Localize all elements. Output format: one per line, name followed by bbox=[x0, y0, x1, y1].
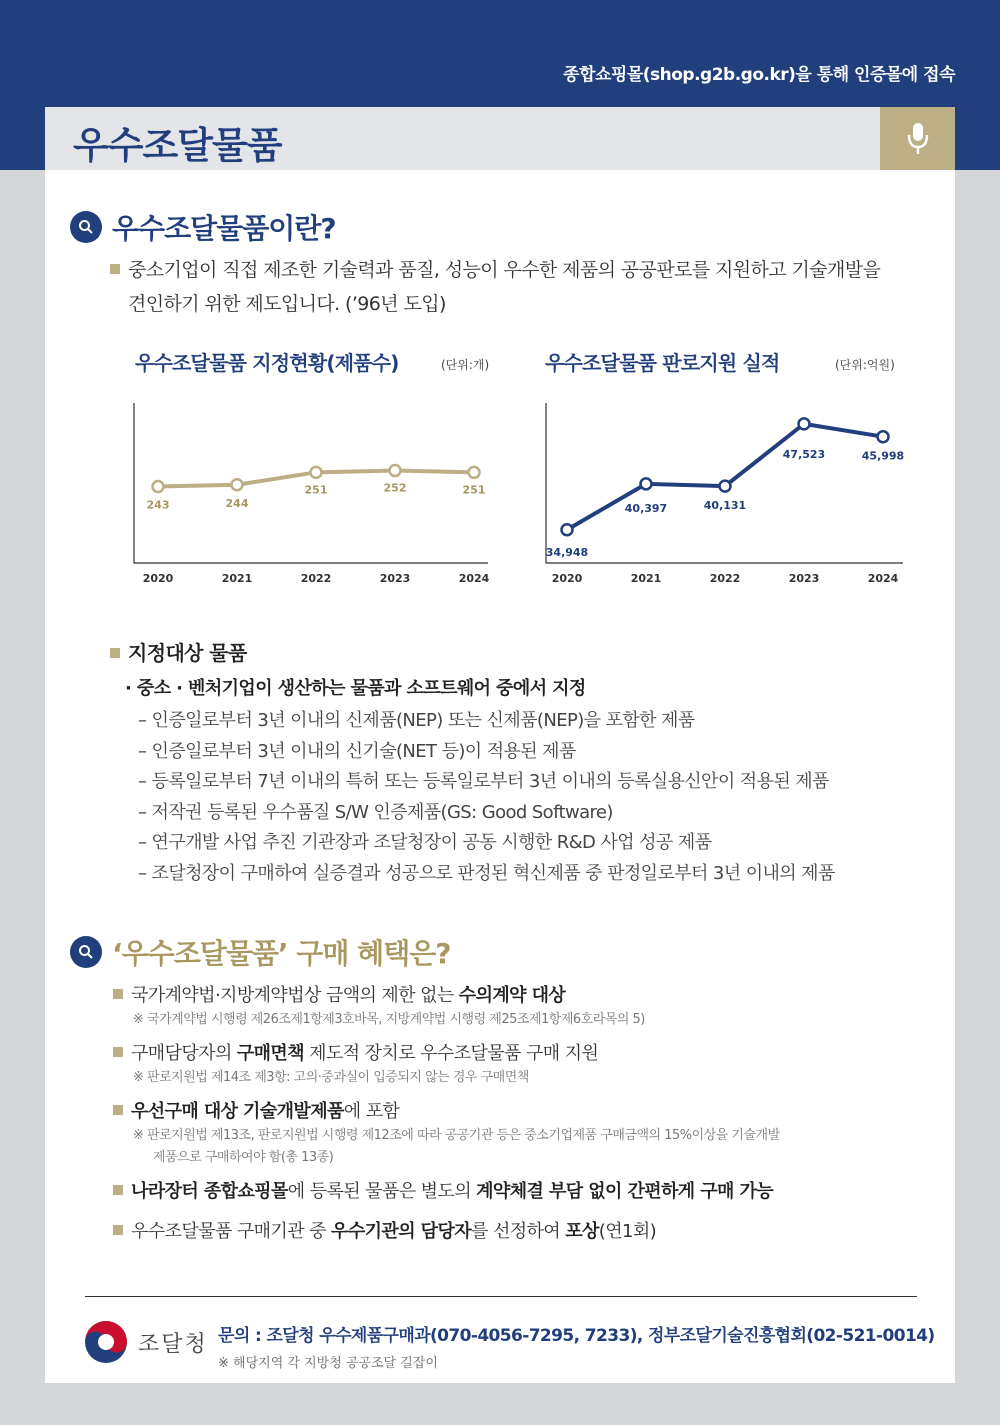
benefits-list bbox=[113, 983, 933, 1255]
data-point bbox=[232, 479, 243, 490]
benefit-note: ※ 판로지원법 제13조, 판로지원법 시행령 제12조에 따라 공공기관 등은 중소기업제품 구매금액의 15%이상을 기술개발 bbox=[133, 1128, 780, 1143]
data-point bbox=[720, 481, 731, 492]
list-item: – 인증일로부터 3년 이내의 신기술(NET 등)이 적용된 제품 bbox=[138, 737, 835, 768]
data-label: 40,397 bbox=[624, 501, 668, 515]
search-icon bbox=[70, 211, 102, 243]
list-item: – 등록일로부터 7년 이내의 특허 또는 등록일로부터 3년 이내의 등록실용신안이 적용된 제품 bbox=[138, 767, 835, 798]
intro-line: 견인하기 위한 제도입니다. (’96년 도입) bbox=[128, 293, 446, 315]
list-item: – 연구개발 사업 추진 기관장과 조달청장이 공동 시행한 R&D 사업 성공 제품 bbox=[138, 828, 835, 859]
x-tick-label: 2024 bbox=[867, 572, 899, 585]
taegeuk-logo bbox=[83, 1319, 129, 1365]
title-bar bbox=[45, 107, 880, 170]
contact-info: 문의 : 조달청 우수제품구매과(070-4056-7295, 7233), 정부조달기술진흥협회(02-521-0014) bbox=[218, 1326, 935, 1346]
x-tick-label: 2020 bbox=[142, 572, 174, 585]
designation-heading: 지정대상 물품 bbox=[110, 637, 247, 666]
content-card bbox=[45, 107, 955, 1383]
x-tick-label: 2022 bbox=[300, 572, 332, 585]
microphone-icon bbox=[907, 121, 929, 157]
data-point bbox=[878, 431, 889, 442]
list-item: – 조달청장이 구매하여 실증결과 성공으로 판정된 혁신제품 중 판정일로부터 3년 이내의 제품 bbox=[138, 859, 835, 890]
chart1-unit: (단위:개) bbox=[441, 358, 490, 372]
benefit-item: 우선구매 대상 기술개발제품에 포함 ※ 판로지원법 제13조, 판로지원법 시행령 제12조에 따라 공공기관 등은 중소기업제품 구매금액의 15%이상을 기술개발 제품으로 구매하여야 함(총 13종) bbox=[113, 1099, 933, 1169]
x-tick-label: 2022 bbox=[709, 572, 741, 585]
intro-line: 중소기업이 직접 제조한 기술력과 품질, 성능이 우수한 제품의 공공판로를 지원하고 기술개발을 bbox=[128, 259, 881, 281]
data-label: 244 bbox=[225, 496, 249, 510]
benefit-item: 우수조달물품 구매기관 중 우수기관의 담당자를 선정하여 포상(연1회) bbox=[113, 1219, 933, 1245]
bullet bbox=[113, 989, 123, 999]
org-name: 조달청 bbox=[138, 1332, 208, 1357]
data-point bbox=[799, 418, 810, 429]
data-label: 243 bbox=[146, 498, 170, 512]
x-tick-label: 2021 bbox=[630, 572, 662, 585]
series-line bbox=[567, 424, 883, 530]
chart1-title: 우수조달물품 지정현황(제품수) bbox=[135, 351, 399, 375]
data-label: 34,948 bbox=[545, 545, 589, 559]
page-title: 우수조달물품 bbox=[73, 124, 282, 167]
chart2-unit: (단위:억원) bbox=[835, 358, 895, 372]
data-label: 47,523 bbox=[782, 447, 826, 461]
x-tick-label: 2023 bbox=[788, 572, 820, 585]
chart2-title: 우수조달물품 판로지원 실적 bbox=[545, 351, 780, 375]
chart-sales bbox=[545, 403, 905, 593]
bullet bbox=[113, 1225, 123, 1235]
section-benefit bbox=[70, 932, 451, 972]
data-label: 252 bbox=[383, 481, 407, 495]
contact-note: ※ 해당지역 각 지방청 공공조달 길잡이 bbox=[218, 1356, 438, 1371]
bullet bbox=[113, 1047, 123, 1057]
chart-designation bbox=[133, 403, 488, 593]
data-point bbox=[390, 465, 401, 476]
section-title: ‘우수조달물품’ 구매 혜택은? bbox=[112, 937, 451, 970]
data-label: 251 bbox=[304, 483, 328, 497]
data-point bbox=[469, 467, 480, 478]
list-item: – 저작권 등록된 우수품질 S/W 인증제품(GS: Good Software) bbox=[138, 798, 835, 829]
benefit-item: 나라장터 종합쇼핑몰에 등록된 물품은 별도의 계약체결 부담 없이 간편하게 구매 가능 bbox=[113, 1179, 933, 1205]
data-point bbox=[562, 524, 573, 535]
section-what bbox=[70, 207, 336, 247]
bullet bbox=[110, 648, 120, 658]
benefit-item: 국가계약법·지방계약법상 금액의 제한 없는 수의계약 대상 ※ 국가계약법 시행령 제26조제1항제3호바목, 지방계약법 시행령 제25조제1항제6호라목의 5) bbox=[113, 983, 933, 1031]
mic-button[interactable] bbox=[880, 107, 955, 170]
benefit-note: ※ 국가계약법 시행령 제26조제1항제3호바목, 지방계약법 시행령 제25조제1항제6호라목의 5) bbox=[133, 1012, 645, 1027]
bullet bbox=[113, 1105, 123, 1115]
intro-text bbox=[110, 253, 910, 321]
x-tick-label: 2024 bbox=[458, 572, 490, 585]
x-tick-label: 2021 bbox=[221, 572, 253, 585]
search-icon bbox=[70, 936, 102, 968]
list-item: – 인증일로부터 3년 이내의 신제품(NEP) 또는 신제품(NEP)을 포함한 제품 bbox=[138, 706, 835, 737]
benefit-note: 제품으로 구매하여야 함(총 13종) bbox=[153, 1150, 334, 1165]
bullet bbox=[110, 264, 120, 274]
data-label: 40,131 bbox=[703, 499, 747, 513]
x-tick-label: 2023 bbox=[379, 572, 411, 585]
bullet bbox=[113, 1185, 123, 1195]
designation-subheading: · 중소 · 벤처기업이 생산하는 물품과 소프트웨어 중에서 지정 bbox=[125, 678, 586, 699]
data-point bbox=[153, 481, 164, 492]
benefit-item: 구매담당자의 구매면책 제도적 장치로 우수조달물품 구매 지원 ※ 판로지원법 제14조 제3항: 고의·중과실이 입증되지 않는 경우 구매면책 bbox=[113, 1041, 933, 1089]
x-tick-label: 2020 bbox=[551, 572, 583, 585]
header-note: 종합쇼핑몰(shop.g2b.go.kr)을 통해 인증몰에 접속 bbox=[563, 65, 955, 85]
designation-list bbox=[138, 706, 835, 889]
data-point bbox=[311, 467, 322, 478]
data-label: 251 bbox=[462, 483, 486, 497]
benefit-note: ※ 판로지원법 제14조 제3항: 고의·중과실이 입증되지 않는 경우 구매면책 bbox=[133, 1070, 529, 1085]
section-title: 우수조달물품이란? bbox=[112, 212, 336, 245]
data-point bbox=[641, 478, 652, 489]
footer-divider bbox=[85, 1296, 917, 1297]
data-label: 45,998 bbox=[861, 449, 905, 463]
